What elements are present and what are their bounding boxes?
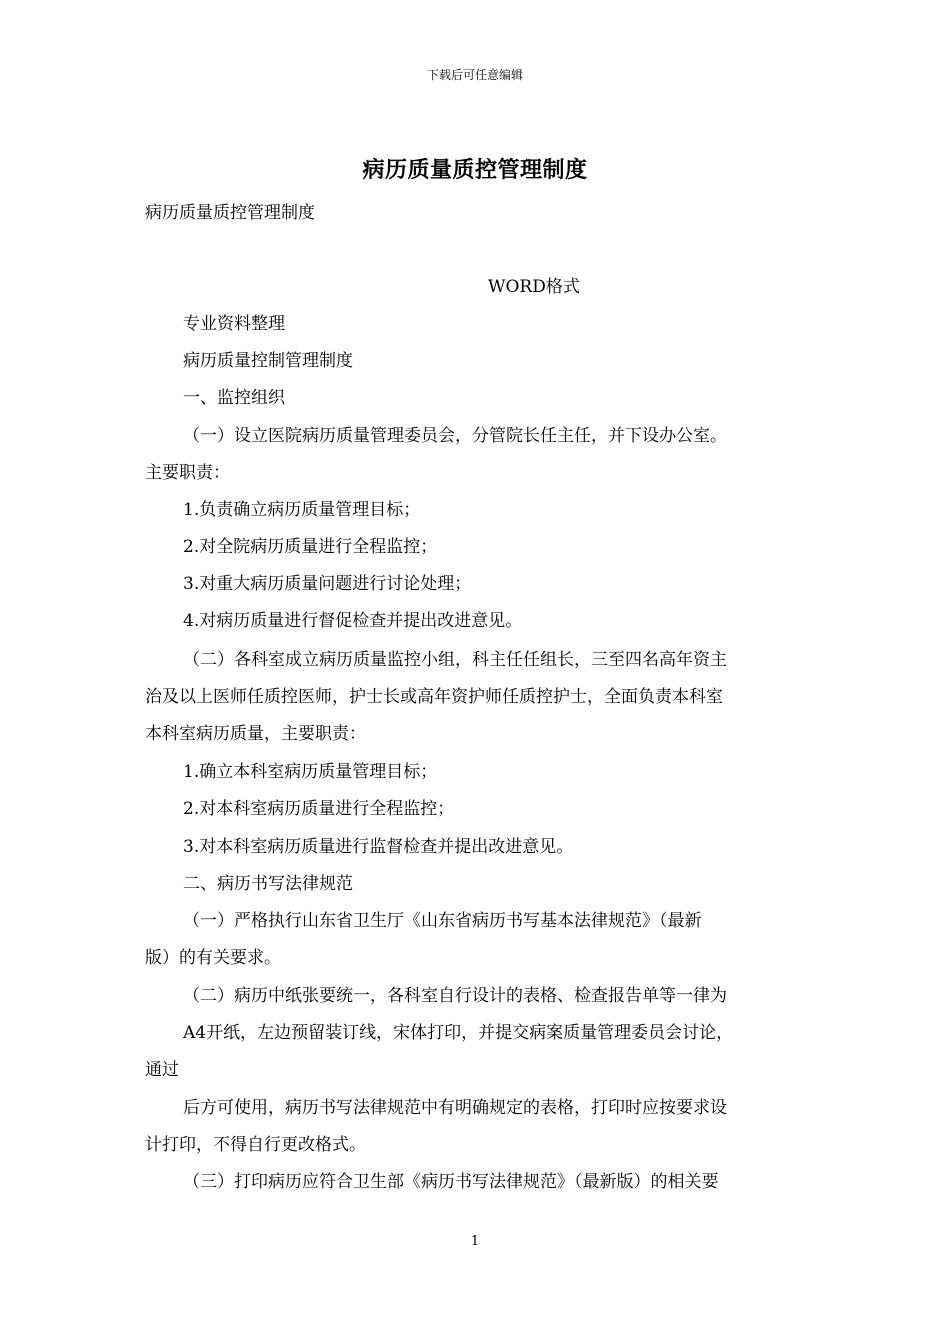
body-line: （一）设立医院病历质量管理委员会，分管院长任主任，并下设办公室。: [183, 426, 727, 446]
list-item: 2.对本科室病历质量进行全程监控；: [183, 799, 455, 819]
section-heading: 一、监控组织: [183, 388, 285, 408]
body-line: A4开纸，左边预留装订线，宋体打印，并提交病案质量管理委员会讨论，: [183, 1023, 734, 1043]
list-item: 2.对全院病历质量进行全程监控；: [183, 537, 438, 557]
body-line: 主要职责：: [145, 463, 230, 483]
body-line: 本科室病历质量，主要职责：: [145, 724, 366, 744]
subtitle-line: 病历质量质控管理制度: [145, 203, 315, 223]
list-item: 4.对病历质量进行督促检查并提出改进意见。: [183, 611, 523, 631]
body-line: 病历质量控制管理制度: [183, 351, 353, 371]
body-line: 版）的有关要求。: [145, 948, 281, 968]
list-item: 1.负责确立病历质量管理目标；: [183, 500, 421, 520]
list-item: 3.对本科室病历质量进行监督检查并提出改进意见。: [183, 837, 574, 857]
body-line: （三）打印病历应符合卫生部《病历书写法律规范》（最新版）的相关要: [183, 1172, 719, 1192]
body-line: （二）各科室成立病历质量监控小组，科主任任组长，三至四名高年资主: [183, 650, 727, 670]
body-line: 计打印，不得自行更改格式。: [145, 1135, 366, 1155]
list-item: 1.确立本科室病历质量管理目标；: [183, 762, 438, 782]
body-line: （二）病历中纸张要统一，各科室自行设计的表格、检查报告单等一律为: [183, 986, 727, 1006]
header-note: 下载后可任意编辑: [426, 68, 523, 82]
body-line: 通过: [145, 1060, 179, 1080]
body-line: 治及以上医师任质控医师，护士长或高年资护师任质控护士，全面负责本科室: [145, 687, 723, 707]
document-title: 病历质量质控管理制度: [362, 157, 588, 183]
list-item: 3.对重大病历质量问题进行讨论处理；: [183, 574, 472, 594]
body-line: （一）严格执行山东省卫生厅《山东省病历书写基本法律规范》（最新: [183, 911, 702, 931]
format-label: WORD格式: [488, 277, 580, 297]
page-number: 1: [470, 1234, 480, 1249]
section-heading: 二、病历书写法律规范: [183, 874, 353, 894]
body-line: 后方可使用，病历书写法律规范中有明确规定的表格，打印时应按要求设: [183, 1098, 727, 1118]
body-line: 专业资料整理: [183, 314, 285, 334]
